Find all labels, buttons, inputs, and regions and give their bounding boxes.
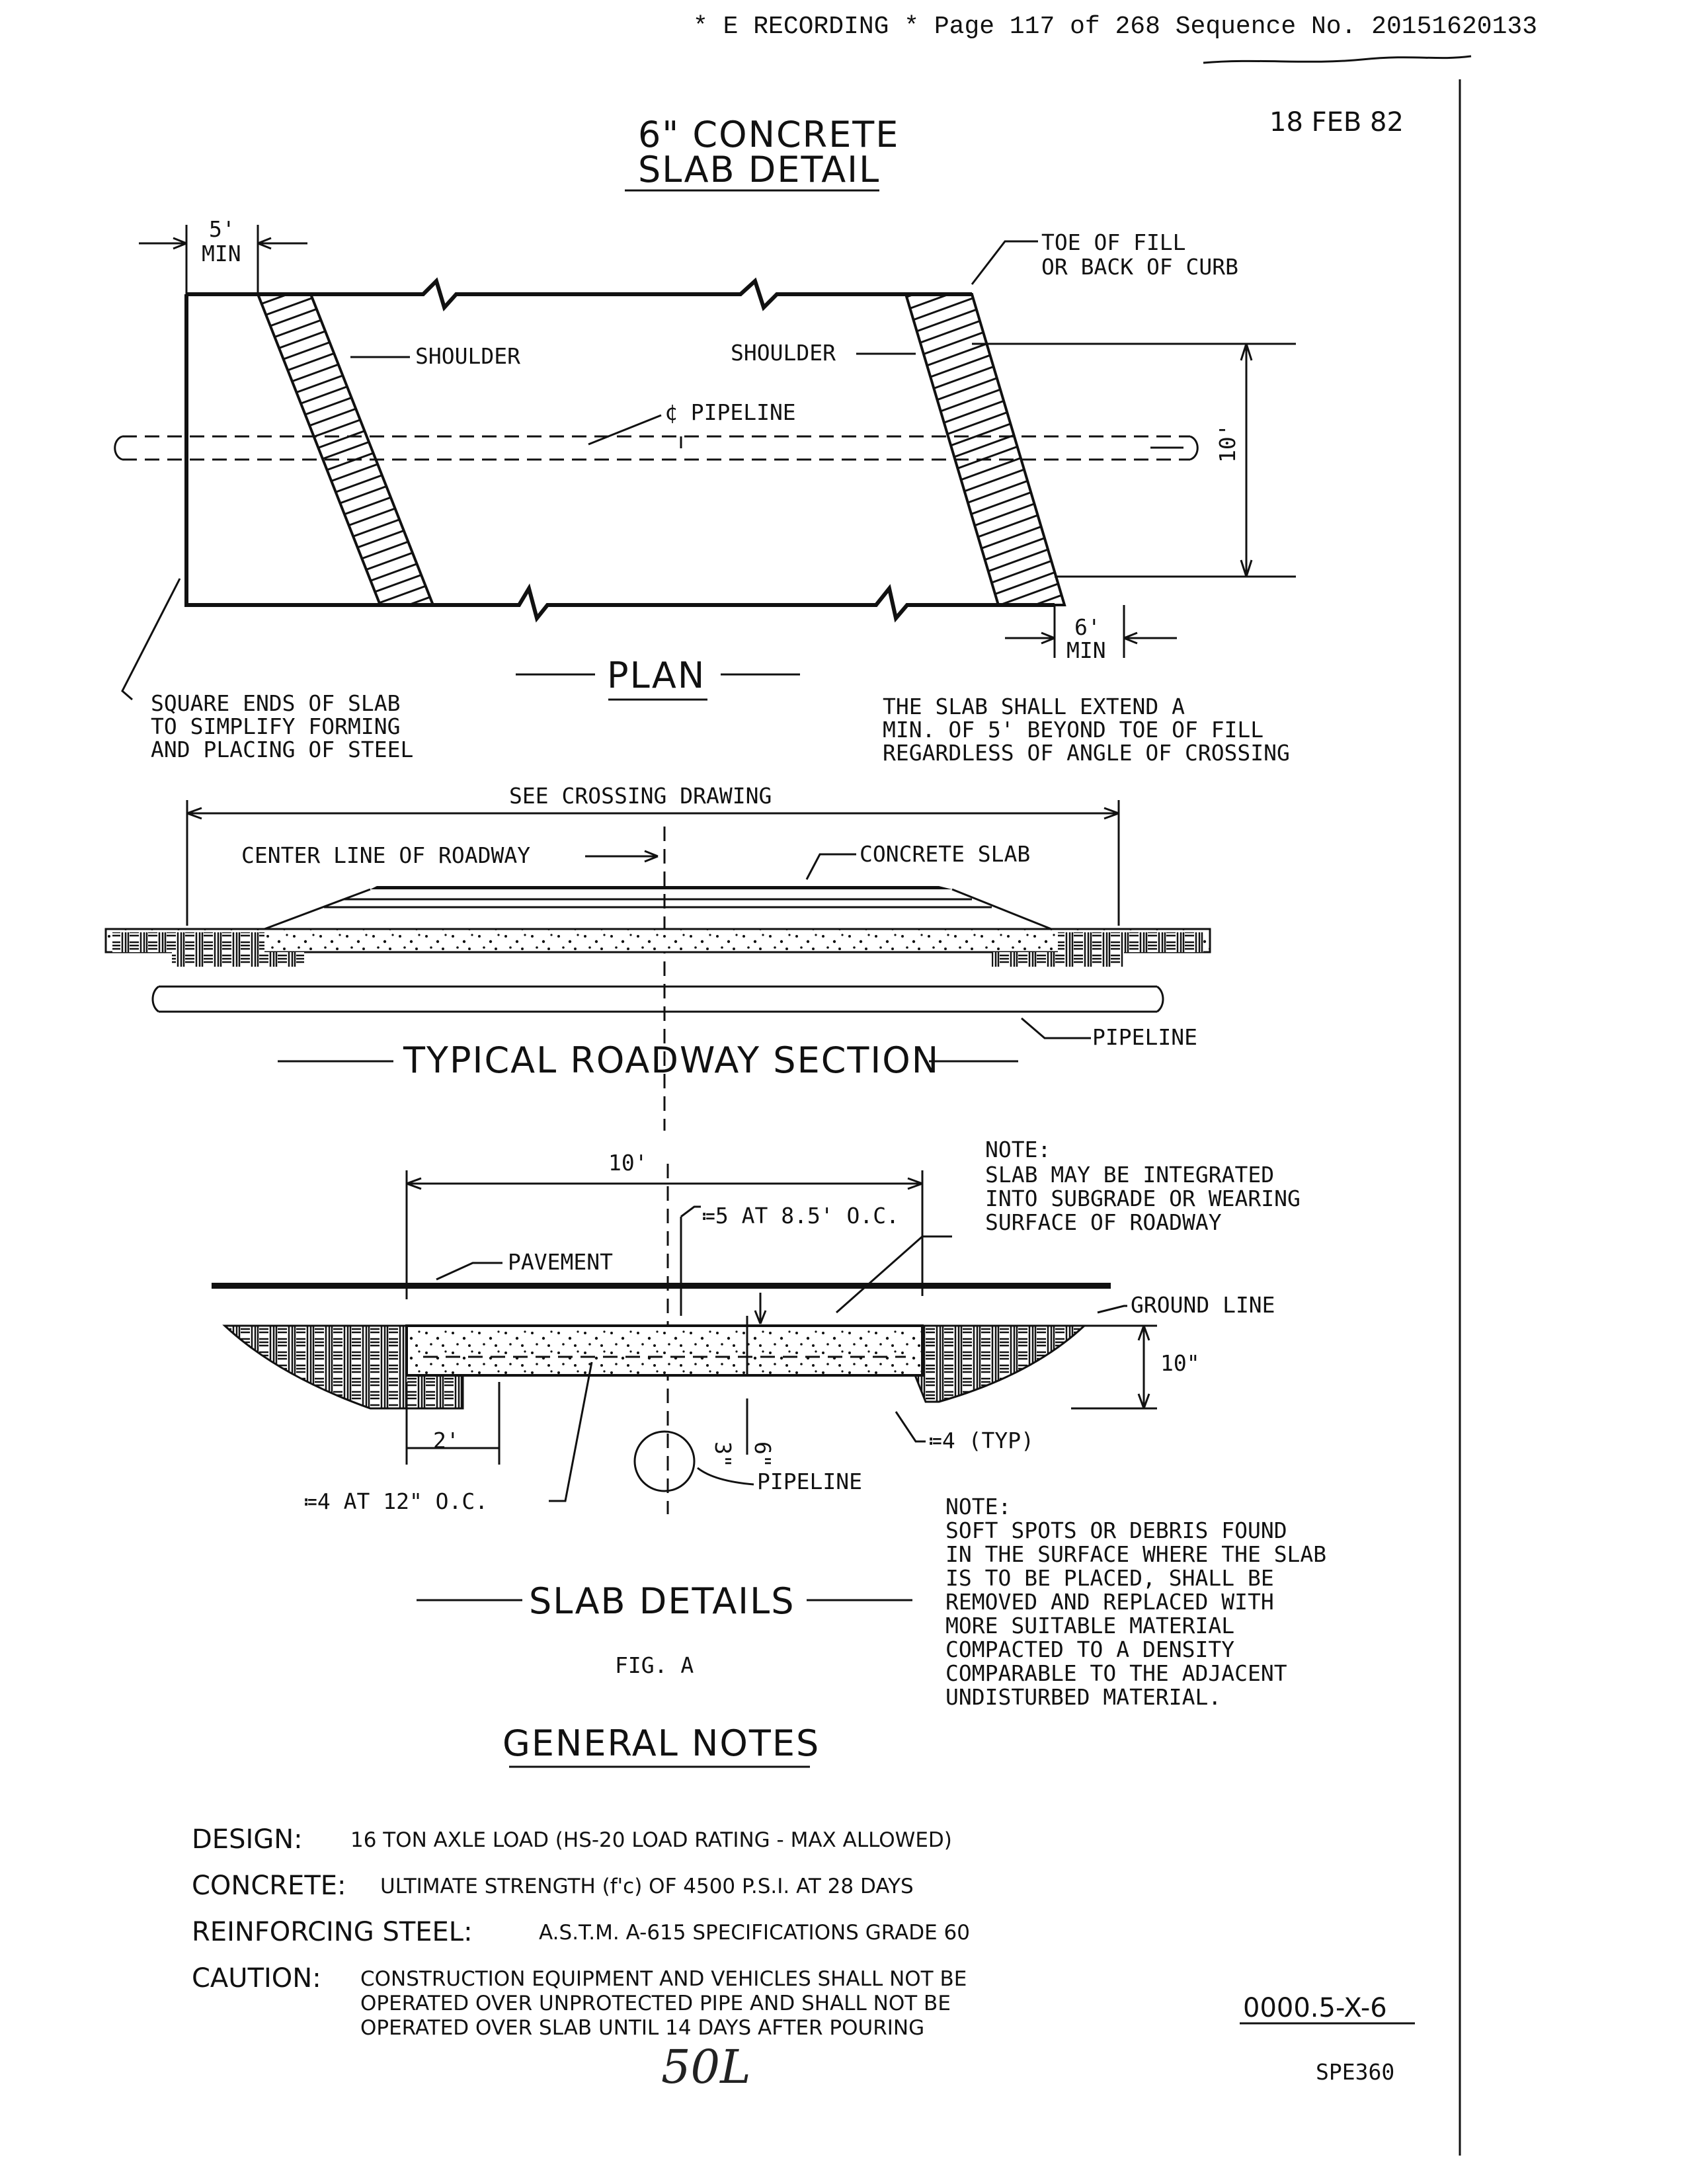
general-notes [192, 1722, 970, 2040]
note2-line1: SOFT SPOTS OR DEBRIS FOUND [945, 1517, 1287, 1543]
design-label: DESIGN: [192, 1824, 303, 1855]
extend-note-2: MIN. OF 5' BEYOND TOE OF FILL [883, 717, 1264, 743]
shoulder-left-band [258, 294, 433, 605]
bar4-typ-label: ≔4 (TYP) [929, 1428, 1034, 1453]
dim-2ft: 2' [433, 1428, 460, 1453]
note1-title: NOTE: [985, 1137, 1051, 1162]
roadway-ground-left [112, 932, 264, 952]
date-stamp: 18 FEB 82 [1269, 107, 1404, 138]
slab-depth-dim: 10" [1160, 1350, 1200, 1376]
roadway-section [106, 783, 1210, 1131]
note2-line5: MORE SUITABLE MATERIAL [945, 1613, 1235, 1638]
dim-6in: 6" [750, 1441, 776, 1468]
square-ends-note-1: SQUARE ENDS OF SLAB [151, 690, 401, 716]
sheet-code: SPE360 [1316, 2059, 1395, 2085]
min5-label: MIN [202, 241, 241, 266]
roadway-slab-band [106, 929, 1210, 952]
slab-pipeline-label: PIPELINE [757, 1469, 862, 1494]
square-ends-note-2: TO SIMPLIFY FORMING [151, 713, 401, 739]
caution-line2: OPERATED OVER UNPROTECTED PIPE AND SHALL NOT BE [360, 1992, 951, 2015]
roadway-pipeline-label: PIPELINE [1092, 1024, 1197, 1050]
note2-line2: IN THE SURFACE WHERE THE SLAB [945, 1541, 1327, 1567]
concrete-text: ULTIMATE STRENGTH (f'c) OF 4500 P.S.I. AT 28 DAYS [380, 1875, 914, 1898]
shoulder-right-band [906, 294, 1064, 605]
general-notes-heading: GENERAL NOTES [502, 1722, 821, 1764]
steel-text: A.S.T.M. A-615 SPECIFICATIONS GRADE 60 [539, 1921, 970, 1945]
drawing-number: 0000.5-X-6 [1243, 1993, 1387, 2023]
plan-pipeline [122, 436, 1190, 460]
bar4-12-label: ≔4 AT 12" O.C. [304, 1488, 489, 1514]
recording-header: * E RECORDING * Page 117 of 268 Sequence No. 20151620133 [693, 13, 1538, 41]
title-line2: SLAB DETAIL [638, 149, 881, 190]
caution-line1: CONSTRUCTION EQUIPMENT AND VEHICLES SHALL NOT BE [360, 1967, 967, 1991]
extend-note-1: THE SLAB SHALL EXTEND A [883, 694, 1185, 719]
caution-label: CAUTION: [192, 1963, 321, 1994]
min6-label: MIN [1066, 637, 1106, 663]
slab-block [407, 1326, 922, 1375]
shoulder-right-label: SHOULDER [731, 340, 836, 366]
shoulder-left-label: SHOULDER [415, 343, 520, 369]
bar5-label: ≔5 AT 8.5' O.C. [702, 1203, 900, 1229]
roadway-ground-right [1058, 932, 1203, 952]
road-surface [370, 886, 952, 889]
note2-line8: UNDISTURBED MATERIAL. [945, 1684, 1222, 1710]
note2-line7: COMPARABLE TO THE ADJACENT [945, 1660, 1287, 1686]
see-crossing-label: SEE CROSSING DRAWING [509, 783, 772, 809]
toe-of-fill-label: TOE OF FILL [1041, 229, 1186, 255]
min5-value: 5' [209, 216, 235, 242]
concrete-label: CONCRETE: [192, 1871, 346, 1901]
roadway-pipeline [153, 987, 1163, 1012]
note2-line4: REMOVED AND REPLACED WITH [945, 1589, 1274, 1615]
steel-label: REINFORCING STEEL: [192, 1917, 473, 1947]
stamp-smudge [1203, 56, 1471, 63]
ground-line-label: GROUND LINE [1131, 1292, 1275, 1318]
note2-line6: COMPACTED TO A DENSITY [945, 1637, 1235, 1662]
note2-title: NOTE: [945, 1494, 1012, 1519]
handwritten-mark: 50L [661, 2040, 751, 2094]
pavement-line [212, 1283, 1111, 1289]
slab-details-heading: SLAB DETAILS [529, 1580, 795, 1622]
dim-3in: 3" [710, 1441, 736, 1468]
plan-view [115, 216, 1296, 766]
note1-line3: SURFACE OF ROADWAY [985, 1209, 1222, 1235]
caution-line3: OPERATED OVER SLAB UNTIL 14 DAYS AFTER POURING [360, 2016, 925, 2040]
note2-line3: IS TO BE PLACED, SHALL BE [945, 1565, 1274, 1591]
min6-value: 6' [1074, 614, 1101, 640]
pavement-label: PAVEMENT [508, 1249, 613, 1275]
center-line-label: CENTER LINE OF ROADWAY [241, 842, 531, 868]
plan-width-dim: 10' [1215, 423, 1240, 463]
extend-note-3: REGARDLESS OF ANGLE OF CROSSING [883, 740, 1290, 766]
square-ends-note-3: AND PLACING OF STEEL [151, 737, 414, 762]
toe-of-fill-label-2: OR BACK OF CURB [1041, 254, 1239, 280]
roadway-heading: TYPICAL ROADWAY SECTION [403, 1039, 940, 1081]
pipeline-centerline-label: ¢ PIPELINE [664, 399, 796, 425]
title-line1: 6" CONCRETE [638, 114, 900, 155]
note1-line2: INTO SUBGRADE OR WEARING [985, 1186, 1301, 1211]
slab-width-dim: 10' [608, 1150, 648, 1176]
slab-pipeline-circle [635, 1432, 694, 1491]
slab-details [212, 1137, 1326, 1710]
note1-line1: SLAB MAY BE INTEGRATED [985, 1162, 1275, 1188]
plan-heading: PLAN [607, 655, 706, 696]
fig-label: FIG. A [615, 1652, 694, 1678]
concrete-slab-label: CONCRETE SLAB [860, 841, 1031, 867]
design-text: 16 TON AXLE LOAD (HS-20 LOAD RATING - MAX ALLOWED) [350, 1828, 952, 1852]
